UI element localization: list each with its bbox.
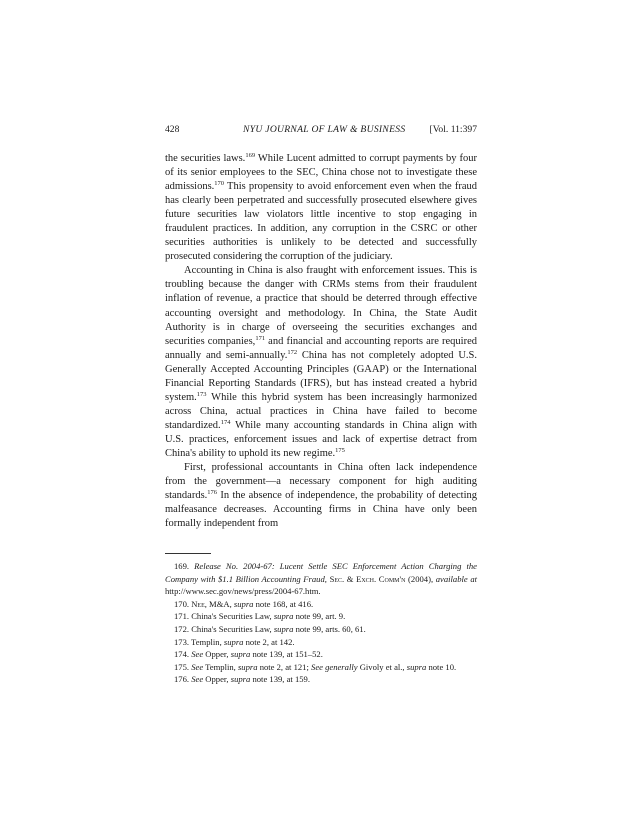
- volume-citation: [Vol. 11:397: [429, 124, 477, 135]
- footnote-italic: See: [191, 649, 204, 660]
- footnote-173: [165, 636, 477, 649]
- text-run: China has not completely adopted U.S. Generally Accepted Accounting Principles (GAAP) or the International Financial Reporting Standards (IFRS), but has instead created a hybrid system.: [165, 349, 477, 403]
- footnote-italic: supra: [273, 623, 294, 634]
- footnote-url[interactable]: http://www.sec.gov/news/press/2004-67.htm.: [165, 586, 321, 597]
- footnote-italic: See: [191, 661, 204, 672]
- footnote-text: , M&A,: [204, 598, 234, 609]
- footnote-number: 170.: [174, 598, 190, 609]
- text-run: This propensity to avoid enforcement even when the fraud has clearly been perpetrated and successfully prosecuted elsewhere gives future securities law violators little incentive to stop engaging in fraudulent practices. In addition, any corruption in the CSRC or other securities authorities is unlikely to be detected and successfully prosecuted considering the corruption of the judiciary.: [165, 181, 477, 263]
- footnote-169: [165, 560, 477, 598]
- footnote-text: Opper,: [203, 649, 231, 660]
- footnote-ref-170[interactable]: 170: [214, 180, 225, 188]
- footnote-italic: supra: [273, 611, 294, 622]
- page-number: 428: [165, 124, 180, 135]
- footnote-italic: supra: [237, 661, 258, 672]
- footnote-ref-174[interactable]: 174: [220, 418, 231, 426]
- footnote-number: 176.: [174, 674, 190, 685]
- footnote-smallcaps: Sec. & Exch. Comm'n: [329, 573, 406, 584]
- footnote-italic: available at: [435, 573, 478, 584]
- footnote-text: note 139, at 159.: [250, 674, 310, 685]
- footnote-ref-171[interactable]: 171: [255, 334, 266, 342]
- footnote-number: 173.: [174, 636, 190, 647]
- footnote-italic: See generally: [311, 661, 358, 672]
- paragraph-1: [165, 152, 477, 264]
- footnote-text: Givoly et al.,: [357, 661, 407, 672]
- footnote-number: 172.: [174, 623, 190, 634]
- text-run: and financial and accounting reports are required annually and semi-annually.: [165, 335, 477, 361]
- footnote-text: China's Securities Law,: [191, 623, 274, 634]
- footnote-text: note 2, at 142.: [243, 636, 295, 647]
- text-run: the securities laws.: [165, 153, 246, 164]
- paragraph-3: [165, 461, 477, 531]
- footnote-text: ,: [324, 573, 330, 584]
- footnote-text: Templin,: [203, 661, 238, 672]
- footnote-174: [165, 648, 477, 661]
- footnote-italic: supra: [223, 636, 244, 647]
- footnote-number: 175.: [174, 661, 190, 672]
- footnote-italic: supra: [230, 649, 251, 660]
- footnote-italic: Release No. 2004-67: Lucent Settle SEC Enforcement Action Charging the Company with $1.1 Billion Accounting Fraud: [165, 561, 477, 584]
- footnote-ref-169[interactable]: 169: [245, 152, 256, 159]
- text-run: Accounting in China is also fraught with enforcement issues. This is troubling because the danger with CRMs stems from their fraudulent inflation of revenue, a practice that should be deterred through effective accounting oversight and methodology. In China, the State Audit Authority is in charge of overseeing the securities exchanges and securities companies,: [165, 265, 477, 347]
- text-run: While this hybrid system has been increasingly harmonized across China, actual practices in China have failed to become standardized.: [165, 391, 477, 431]
- journal-title: NYU JOURNAL OF LAW & BUSINESS: [243, 124, 406, 135]
- footnote-number: 169.: [174, 561, 190, 571]
- footnote-text: (2004),: [405, 573, 436, 584]
- footnote-text: China's Securities Law,: [191, 611, 274, 622]
- footnote-172: [165, 623, 477, 636]
- footnote-text: Opper,: [203, 674, 231, 685]
- text-run: While Lucent admitted to corrupt payments by four of its senior employees to the SEC, China chose not to investigate these admissions.: [165, 153, 477, 193]
- footnote-ref-173[interactable]: 173: [196, 390, 207, 398]
- text-run: While many accounting standards in China align with U.S. practices, enforcement issues and lack of expertise detract from China's ability to uphold its new regime.: [165, 419, 477, 459]
- footnote-text: note 10.: [426, 661, 457, 672]
- footnote-ref-176[interactable]: 176: [207, 489, 218, 497]
- footnote-italic: supra: [230, 674, 251, 685]
- footnote-171: [165, 610, 477, 623]
- footnote-170: [165, 598, 477, 611]
- footnote-italic: supra: [233, 598, 254, 609]
- footnote-text: note 168, at 416.: [253, 598, 314, 609]
- footnote-ref-172[interactable]: 172: [287, 348, 298, 356]
- footnote-text: note 99, art. 9.: [293, 611, 346, 622]
- footnote-ref-175[interactable]: 175: [335, 446, 345, 454]
- paragraph-2: [165, 264, 477, 461]
- footnotes: [165, 560, 477, 686]
- text-run: In the absence of independence, the probability of detecting malfeasance decreases. Accounting firms in China have only been formally independent from: [165, 490, 477, 530]
- footnote-smallcaps: Nee: [191, 598, 205, 609]
- footnote-number: 174.: [174, 649, 190, 660]
- footnote-text: note 99, arts. 60, 61.: [293, 623, 366, 634]
- footnote-italic: supra: [406, 661, 427, 672]
- footnote-text: note 2, at 121;: [257, 661, 312, 672]
- main-text: [165, 152, 477, 531]
- footnote-separator: [165, 553, 211, 554]
- footnote-175: [165, 661, 477, 674]
- footnote-text: Templin,: [191, 636, 224, 647]
- text-run: First, professional accountants in China often lack independence from the government—a necessary component for high auditing standards.: [165, 462, 477, 502]
- footnote-italic: See: [191, 674, 204, 685]
- footnote-text: note 139, at 151–52.: [250, 649, 323, 660]
- footnote-number: 171.: [174, 611, 190, 622]
- footnote-176: [165, 673, 477, 686]
